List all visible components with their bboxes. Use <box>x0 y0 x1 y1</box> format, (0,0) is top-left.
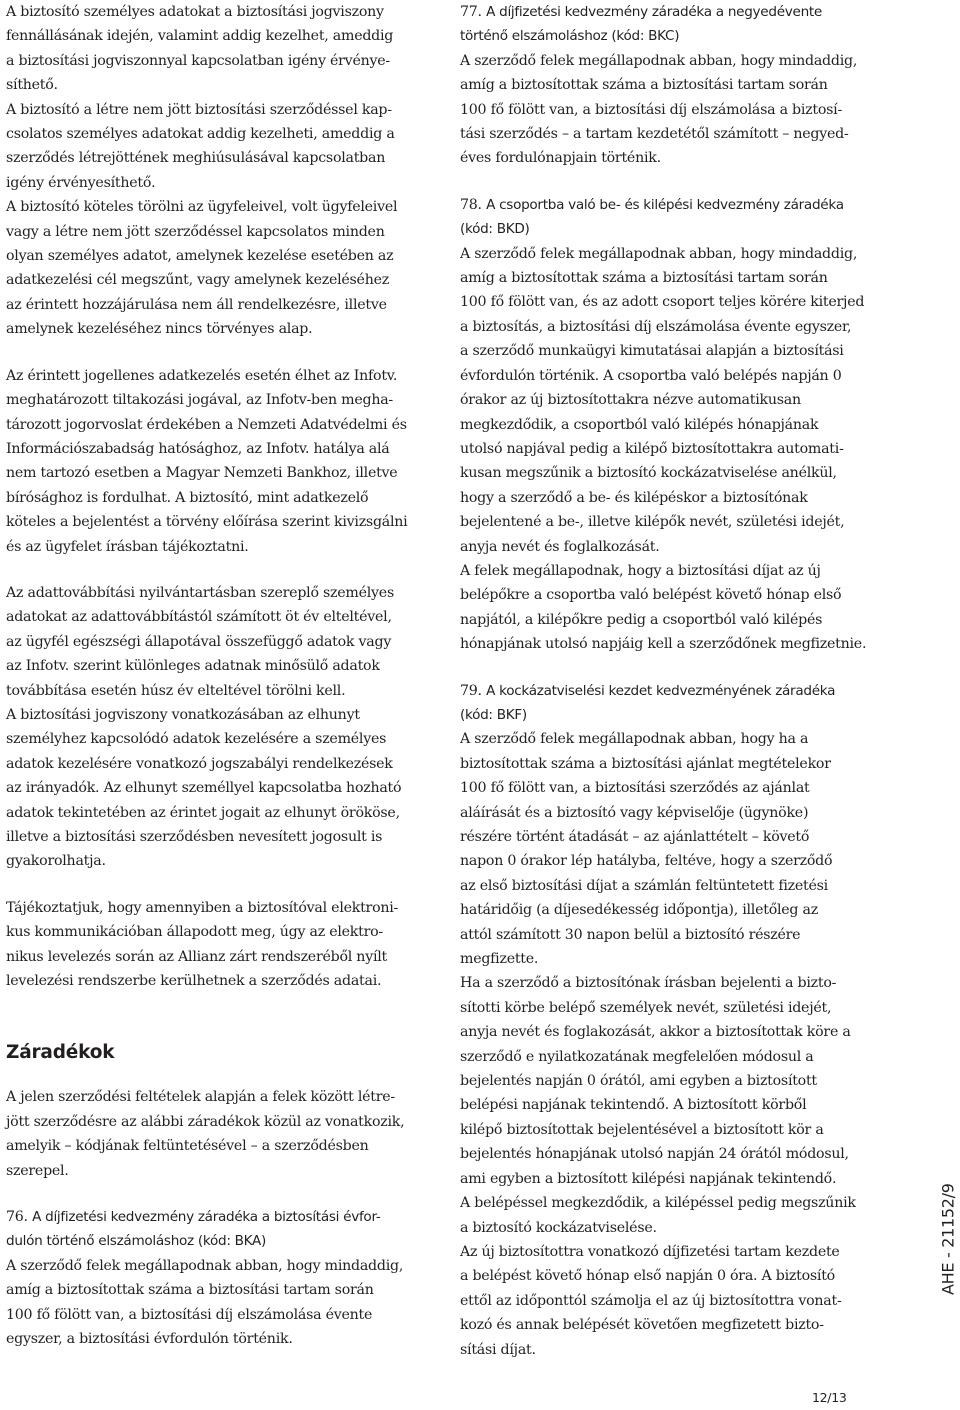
text-line: illetve a biztosítási szerződésben nevesített jogosult is <box>6 829 383 845</box>
clause-number: 78. <box>460 196 482 213</box>
text-line: évfordulón történik. A csoportba való belépés napján 0 <box>460 367 842 384</box>
text-line: bejelentés hónapjának utolsó napján 24 órától módosul, <box>460 1146 849 1163</box>
text-line: éves fordulónapjain történik. <box>460 150 661 167</box>
text-line: attól számított 30 napon belül a biztosító részére <box>460 926 801 943</box>
text-line: amíg a biztosítottak száma a biztosítási tartam során <box>6 1282 374 1299</box>
text-line: személyhez kapcsolódó adatok kezelésére a személyes <box>6 731 387 748</box>
paragraph-block-4 <box>6 896 440 994</box>
text-line: Az érintett jogellenes adatkezelés esetén élhet az Infotv. <box>6 367 398 384</box>
text-line: adatok tekintetében az érintet jogait az elhunyt örököse, <box>6 804 400 821</box>
paragraph-block-5 <box>6 1085 440 1183</box>
text-line: kus kommunikációban állapodott meg, úgy az elektro- <box>6 924 383 941</box>
text-line: Információszabadság hatósághoz, az Infotv. hatálya alá <box>6 440 390 457</box>
text-line: kilépő biztosítottak bejelentésével a biztosított kör a <box>460 1121 824 1138</box>
clause-title: A csoportba való be- és kilépési kedvezmény záradéka <box>486 196 844 213</box>
text-line: A belépéssel megkezdődik, a kilépéssel pedig megszűnik <box>460 1195 856 1212</box>
clause-title: dulón történő elszámoláshoz (kód: BKA) <box>6 1233 267 1250</box>
text-line: Tájékoztatjuk, hogy amennyiben a biztosítóval elektroni- <box>6 899 399 916</box>
text-line: az Infotv. szerint különleges adatnak minősülő adatok <box>6 658 380 675</box>
text-line: a biztosítás, a biztosítási díj elszámolása évente egyszer, <box>460 318 852 335</box>
text-line: A szerződő felek megállapodnak abban, hogy ha a <box>460 731 809 748</box>
paragraph-block-2 <box>6 364 440 559</box>
text-line: bírósághoz is fordulhat. A biztosító, mint adatkezelő <box>6 489 369 506</box>
text-line: anyja nevét és foglalkozását. <box>460 538 660 555</box>
clause-heading-line <box>6 1205 440 1229</box>
clause-number: 76. <box>6 1209 28 1226</box>
clause-heading-line <box>460 217 900 241</box>
text-line: napon 0 órakor lép hatályba, feltéve, hogy a szerződő <box>460 853 833 870</box>
text-line: kusan megszűnik a biztosító kockázatviselése anélkül, <box>460 465 837 482</box>
text-line: fennállásának idején, valamint addig kezelhet, ameddig <box>6 28 394 45</box>
text-line: A szerződő felek megállapodnak abban, hogy mindaddig, <box>460 52 858 69</box>
text-line: vagy a létre nem jött szerződéssel kapcsolatos minden <box>6 223 385 240</box>
text-line: csolatos személyes adatokat addig kezelheti, ameddig a <box>6 126 395 143</box>
text-line: hónapjának utolsó napjáig kell a szerződőnek megfizetnie. <box>460 636 867 653</box>
text-line: szerepel. <box>6 1162 69 1179</box>
text-line: síthető. <box>6 77 58 94</box>
text-line: az irányadók. Az elhunyt személlyel kapcsolatba hozható <box>6 780 402 797</box>
text-line: A jelen szerződési feltételek alapján a felek között létre- <box>6 1089 395 1106</box>
text-line: A felek megállapodnak, hogy a biztosítási díjat az új <box>460 562 821 579</box>
text-line: az ügyfél egészségi állapotával összefüggő adatok vagy <box>6 633 392 650</box>
clause-title: (kód: BKD) <box>460 221 530 238</box>
text-line: aláírását és a biztosító vagy képviselője (ügynöke) <box>460 804 809 821</box>
text-line: amíg a biztosítottak száma a biztosítási tartam során <box>460 77 828 94</box>
text-line: 100 fő fölött van, és az adott csoport teljes körére kiterjed <box>460 294 865 311</box>
text-line: adatkezelési cél megszűnt, vagy amelynek kezeléséhez <box>6 272 389 289</box>
text-line: adatok kezelésére vonatkozó jogszabályi rendelkezések <box>6 755 393 772</box>
clause-77 <box>460 0 900 171</box>
text-line: amíg a biztosítottak száma a biztosítási tartam során <box>460 270 828 287</box>
clause-number: 79. <box>460 682 482 699</box>
clause-title: A kockázatviselési kezdet kedvezményének záradéka <box>486 682 836 699</box>
clause-76 <box>6 1205 440 1351</box>
clause-title: történő elszámoláshoz (kód: BKC) <box>460 28 680 45</box>
text-line: A biztosító személyes adatokat a biztosítási jogviszony <box>6 4 384 20</box>
text-line: belépőkre a csoportba való belépést követő hónap első <box>460 587 842 604</box>
text-line: megfizette. <box>460 951 539 968</box>
text-line: levelezési rendszerbe kerülhetnek a szerződés adatai. <box>6 973 382 990</box>
clause-number: 77. <box>460 4 482 20</box>
clause-heading-line <box>460 193 900 217</box>
text-line: a belépést követő hónap első napján 0 óra. A biztosító <box>460 1268 835 1285</box>
text-line: Ha a szerződő a biztosítónak írásban bejelenti a bizto- <box>460 975 837 992</box>
text-line: szerződő e nyilatkozatának megfelelően módosul a <box>460 1048 814 1065</box>
clause-heading-line <box>460 0 900 24</box>
text-line: anyja nevét és foglakozását, akkor a biztosítottak köre a <box>460 1024 851 1041</box>
text-line: sítotti körbe belépő személyek nevét, születési idejét, <box>460 999 832 1016</box>
left-column <box>6 0 440 1352</box>
clause-heading-line <box>460 703 900 727</box>
page-number: 12/13 <box>812 1390 847 1405</box>
text-line: adatokat az adattovábbítástól számított öt év elteltével, <box>6 609 392 626</box>
text-line: A szerződő felek megállapodnak abban, hogy mindaddig, <box>6 1257 404 1274</box>
clause-heading-line <box>460 679 900 703</box>
document-code: AHE - 21152/9 <box>938 1183 958 1295</box>
text-line: meghatározott tiltakozási jogával, az Infotv-ben megha- <box>6 392 393 409</box>
text-line: határidőig (a díjesedékesség időpontja), illetőleg az <box>460 902 818 919</box>
text-line: nem tartozó esetben a Magyar Nemzeti Bankhoz, illetve <box>6 465 398 482</box>
clause-title: A díjfizetési kedvezmény záradéka a negyedévente <box>486 4 822 20</box>
text-line: hogy a szerződő a be- és kilépéskor a biztosítónak <box>460 489 808 506</box>
text-line: az első biztosítási díjat a számlán feltüntetett fizetési <box>460 877 828 894</box>
paragraph-block-1 <box>6 0 440 342</box>
clause-78 <box>460 193 900 657</box>
text-line: A biztosító köteles törölni az ügyfeleivel, volt ügyfeleivel <box>6 199 398 216</box>
text-line: köteles a bejelentést a törvény előírása szerint kivizsgálni <box>6 514 408 531</box>
text-line: a szerződő munkaügyi kimutatásai alapján a biztosítási <box>460 343 844 360</box>
text-line: 100 fő fölött van, a biztosítási díj elszámolása évente <box>6 1306 373 1323</box>
text-line: amelynek kezeléséhez nincs törvényes alap. <box>6 321 313 338</box>
text-line: 100 fő fölött van, a biztosítási szerződés az ajánlat <box>460 780 810 797</box>
text-line: kozó és annak belépését követően megfizetett bizto- <box>460 1317 824 1334</box>
text-line: továbbítása esetén húsz év elteltével törölni kell. <box>6 682 346 699</box>
text-line: igény érvényesíthető. <box>6 174 156 191</box>
text-line: gyakorolhatja. <box>6 853 106 870</box>
text-line: A biztosítási jogviszony vonatkozásában az elhunyt <box>6 706 360 723</box>
clause-heading-line <box>460 24 900 48</box>
text-line: Az új biztosítottra vonatkozó díjfizetési tartam kezdete <box>460 1243 840 1260</box>
text-line: szerződés létrejöttének meghiúsulásával kapcsolatban <box>6 150 386 167</box>
text-line: nikus levelezés során az Allianz zárt rendszeréből nyílt <box>6 948 387 965</box>
text-line: A szerződő felek megállapodnak abban, hogy mindaddig, <box>460 245 858 262</box>
clause-79 <box>460 679 900 1362</box>
text-line: jött szerződésre az alábbi záradékok közül az vonatkozik, <box>6 1113 405 1130</box>
text-line: belépési napjának tekintendő. A biztosított körből <box>460 1097 807 1114</box>
text-line: megkezdődik, a csoportból való kilépés hónapjának <box>460 416 819 433</box>
text-line: tározott jogorvoslat érdekében a Nemzeti Adatvédelmi és <box>6 416 407 433</box>
paragraph-block-3 <box>6 581 440 874</box>
text-line: egyszer, a biztosítási évfordulón történik. <box>6 1331 293 1348</box>
clause-heading-line <box>6 1229 440 1253</box>
text-line: ettől az időponttól számolja el az új biztosítottra vonat- <box>460 1292 842 1309</box>
text-line: tási szerződés – a tartam kezdetétől számított – negyed- <box>460 126 849 143</box>
text-line: az érintett hozzájárulása nem áll rendelkezésre, illetve <box>6 296 387 313</box>
text-line: sítási díjat. <box>460 1341 536 1358</box>
text-line: 100 fő fölött van, a biztosítási díj elszámolása a biztosí- <box>460 101 843 118</box>
text-line: bejelentés napján 0 órától, ami egyben a biztosított <box>460 1073 817 1090</box>
text-line: A biztosító a létre nem jött biztosítási szerződéssel kap- <box>6 101 392 118</box>
text-line: és az ügyfelet írásban tájékoztatni. <box>6 538 249 555</box>
text-line: Az adattovábbítási nyilvántartásban szereplő személyes <box>6 584 394 601</box>
text-line: ami egyben a biztosított kilépési napjának tekintendő. <box>460 1170 837 1187</box>
text-line: a biztosító kockázatviselése. <box>460 1219 657 1236</box>
text-line: bejelentené a be-, illetve kilépők nevét, születési idejét, <box>460 514 845 531</box>
text-line: a biztosítási jogviszonnyal kapcsolatban igény érvénye- <box>6 52 390 69</box>
section-title: Záradékok <box>6 1042 115 1064</box>
text-line: részére történt átadását – az ajánlattételt – követő <box>460 829 810 845</box>
text-line: amelyik – kódjának feltüntetésével – a szerződésben <box>6 1138 369 1155</box>
clause-title: (kód: BKF) <box>460 706 527 723</box>
text-line: napjától, a kilépőkre pedig a csoportból való kilépés <box>460 611 823 628</box>
clause-title: A díjfizetési kedvezmény záradéka a biztosítási évfor- <box>32 1209 381 1226</box>
text-line: olyan személyes adatot, amelynek kezelése esetében az <box>6 248 394 265</box>
text-line: biztosítottak száma a biztosítási ajánlat megtételekor <box>460 755 831 772</box>
text-line: utolsó napjával pedig a kilépő biztosítottakra automati- <box>460 440 844 457</box>
right-column <box>460 0 900 1362</box>
text-line: órakor az új biztosítottakra nézve automatikusan <box>460 392 801 409</box>
